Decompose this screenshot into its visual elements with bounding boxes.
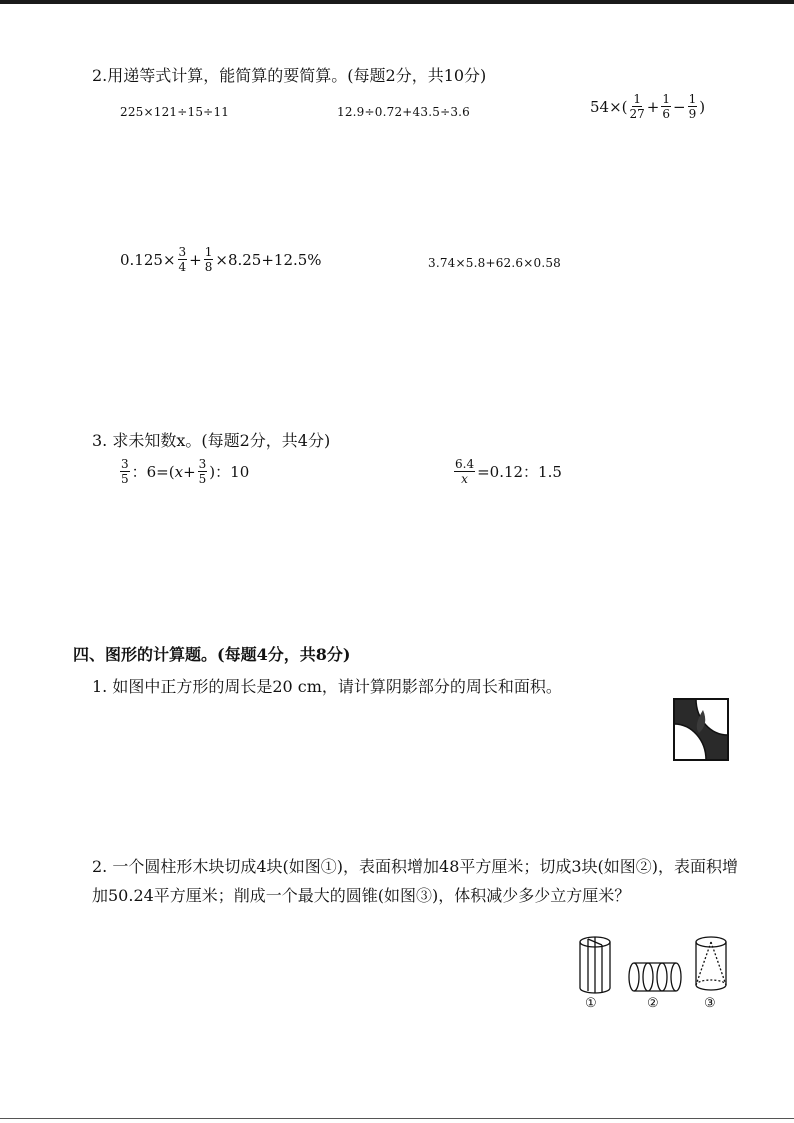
fraction: $\frac{1}{8}$: [204, 245, 213, 274]
figure-label-1: ①: [585, 996, 597, 1011]
problem-5: 3.74×5.8+62.6×0.58: [428, 256, 562, 270]
problem-4: 0.125× $\frac{3}{4}$ + $\frac{1}{8}$ ×8.25+12.5%: [120, 245, 322, 274]
problem-1: 225×121÷15÷11: [120, 105, 230, 119]
fraction: $\frac{6.4}{x}$: [455, 457, 475, 486]
section3-title: 3. 求未知数x。(每题2分，共4分): [92, 431, 331, 450]
section4-title: 四、图形的计算题。(每题4分，共8分): [73, 645, 351, 664]
fraction: $\frac{1}{27}$: [629, 92, 645, 121]
equation-1: $\frac{3}{5}$ ：6=( x + $\frac{3}{5}$ )：10: [121, 457, 250, 486]
question-2: 2. 一个圆柱形木块切成4块(如图①)，表面积增加48平方厘米；切成3块(如图②)，表面积增加50.24平方厘米；削成一个最大的圆锥(如图③)，体积减少多少立方厘米？: [92, 857, 739, 905]
figure-label-3: ③: [704, 996, 716, 1011]
shaded-square-figure: [673, 698, 729, 761]
question-1: 1. 如图中正方形的周长是20 cm，请计算阴影部分的周长和面积。: [92, 677, 562, 696]
fraction: $\frac{3}{5}$: [198, 457, 207, 486]
problem-3: 54×( $\frac{1}{27}$ + $\frac{1}{6}$ − $\frac{1}{9}$ ): [590, 92, 706, 121]
fraction: $\frac{3}{5}$: [121, 457, 129, 486]
equation-2: $\frac{6.4}{x}$ =0.12：1.5: [455, 457, 562, 486]
fraction: $\frac{1}{9}$: [688, 92, 697, 121]
problem-2: 12.9÷0.72+43.5÷3.6: [337, 105, 471, 119]
figure-label-2: ②: [647, 996, 659, 1011]
section2-title: 2.用递等式计算，能简算的要简算。(每题2分，共10分): [92, 66, 487, 85]
bottom-border: [0, 1118, 794, 1119]
fraction: $\frac{1}{6}$: [662, 92, 671, 121]
fraction: $\frac{3}{4}$: [178, 245, 187, 274]
top-border: [0, 0, 794, 4]
